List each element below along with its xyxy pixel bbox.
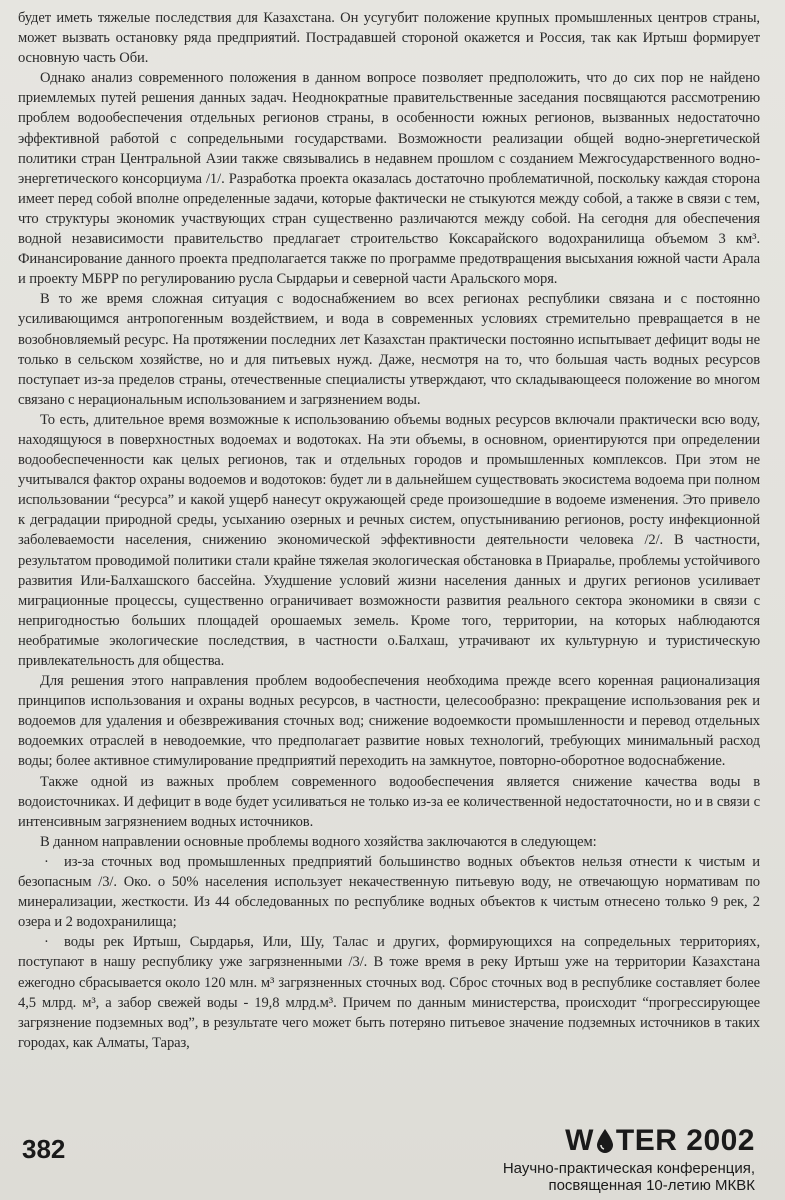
water-drop-icon [595, 1128, 615, 1154]
bullet-text-1: из-за сточных вод промышленных предприятий большинство водных объектов нельзя отнести к чистым и безопасным /3/. Око. о 50% населения использует некачественную питьевую воду, не отвечающую нормативам по минерализации, жесткости. Из 44 обследованных по республике водных объектов к чистым отнесено только 9 рек, 2 озера и 2 водохранилища; [18, 853, 760, 931]
bullet-item-2 [18, 932, 760, 1053]
conference-logo [565, 1124, 755, 1158]
paragraph-6: Также одной из важных проблем современного водообеспечения является снижение качества воды в водоисточниках. И дефицит в воде будет усиливаться не только из-за ее количественной недостаточности, но и в связи с интенсивным загрязнением водных источников. [18, 773, 760, 830]
conference-subtitle [503, 1160, 755, 1194]
logo-text-right: TER 2002 [615, 1124, 755, 1157]
subtitle-line-2: посвященная 10-летию МКВК [548, 1177, 755, 1194]
page-footer [0, 1120, 785, 1200]
paragraph-4: То есть, длительное время возможные к использованию объемы водных ресурсов включали практически всю воду, находящуюся в поверхностных водоемах и водотоках. На эти объемы, в основном, ориентируются при определении водообеспеченности как целых регионов, так и отдельных городов и промышленных комплексов. При этом не учитывался фактор охраны водоемов и водотоков: будет ли в дальнейшем существовать экосистема водоема при полном использовании “ресурса” и какой ущерб нанесут окружающей среде произошедшие в водоеме изменения. Это привело к деградации природной среды, усыханию озерных и речных систем, опустыниванию регионов, росту инфекционной заболеваемости населения, снижению экономической эффективности деятельности человека /2/. В частности, результатом проводимой политики стали крайне тяжелая экологическая обстановка в Приаралье, проблемы устойчивого развития Или-Балхашского бассейна. Ухудшение условий жизни населения данных и других регионов усиливает миграционные процессы, существенно ограничивает возможности развития реального сектора экономики в связи с непригодностью больших площадей орошаемых земель. Кроме того, территории, на которых наблюдаются необратимые экологические последствия, в частности о.Балхаш, утрачивают их культурную и туристическую привлекательность для общества. [18, 411, 760, 669]
bullet-marker: · [44, 853, 49, 870]
paragraph-3: В то же время сложная ситуация с водоснабжением во всех регионах республики связана и с постоянно усиливающимся антропогенным воздействием, и вода в современных условиях стремительно превращается в не возобновляемый ресурс. На протяжении последних лет Казахстан практически постоянно испытывает дефицит воды не только в сельском хозяйстве, но и для питьевых нужд. Даже, несмотря на то, что большая часть водных ресурсов поступает из-за пределов страны, отечественные специалисты утверждают, что складывающееся положение во многом связано с нерациональным использованием и загрязнением воды. [18, 291, 760, 408]
paragraph-1: будет иметь тяжелые последствия для Казахстана. Он усугубит положение крупных промышленных центров страны, может вызвать остановку ряда предприятий. Пострадавшей стороной окажется и Россия, так как Иртыш формирует основную часть Оби. [18, 10, 760, 67]
paragraph-7: В данном направлении основные проблемы водного хозяйства заключаются в следующем: [40, 833, 597, 850]
paragraph-2: Однако анализ современного положения в данном вопросе позволяет предположить, что до сих пор не найдено приемлемых путей решения данных задач. Неоднократные правительственные заседания посвящаются рассмотрению проблем водообеспечения отдельных регионов страны, в особенности южных регионов, вызванных недостаточно эффективной работой с сопредельными государствами. Возможности реализации общей водно-энергетической политики стран Центральной Азии также связывались в недавнем прошлом с созданием Межгосударственного водно-энергетического консорциума /1/. Разработка проекта оказалась достаточно проблематичной, поскольку каждая сторона имеет перед собой вполне определенные задачи, которые фактически не стыкуются между собой, а также в связи с тем, что структуры экономик участвующих стран существенно различаются между собой. На сегодня для обеспечения водной независимости правительство предлагает строительство Коксарайского водохранилища объемом 3 км³. Финансирование данного проекта предполагается также по программе предотвращения высыхания южной части Арала и проекту МБРР по регулированию русла Сырдарьи и северной части Аральского моря. [18, 70, 760, 288]
logo-text-left: W [565, 1124, 594, 1157]
article-body [18, 8, 760, 1053]
page-number: 382 [22, 1134, 66, 1164]
paragraph-5: Для решения этого направления проблем водообеспечения необходима прежде всего коренная рационализация принципов использования и охраны водных ресурсов, в частности, целесообразно: прекращение использования рек и водоемов для удаления и обезвреживания сточных вод; снижение водоемкости промышленности и перевод отдельных водоемких отраслей в неводоемкие, что предполагает развитие новых технологий, требующих минимальный расход воды; более активное стимулирование предприятий переходить на замкнутое, повторно-оборотное водоснабжение. [18, 673, 760, 770]
subtitle-line-1: Научно-практическая конференция, [502, 1160, 755, 1177]
bullet-item-1 [18, 852, 760, 932]
bullet-marker: · [44, 934, 49, 951]
bullet-text-2: воды рек Иртыш, Сырдарья, Или, Шу, Талас и других, формирующихся на сопредельных территориях, поступают в нашу республику уже загрязненными /3/. В тоже время в реку Иртыш уже на территории Казахстана ежегодно сбрасывается около 120 млн. м³ загрязненных сточных вод. Сброс сточных вод в республике составляет более 4,5 млрд. м³, а забор свежей воды - 19,8 млрд.м³. Причем по данным министерства, происходит “прогрессирующее загрязнение подземных вод”, в результате чего может быть потеряно питьевое значение подземных источников в таких городах, как Алматы, Тараз, [18, 934, 760, 1051]
